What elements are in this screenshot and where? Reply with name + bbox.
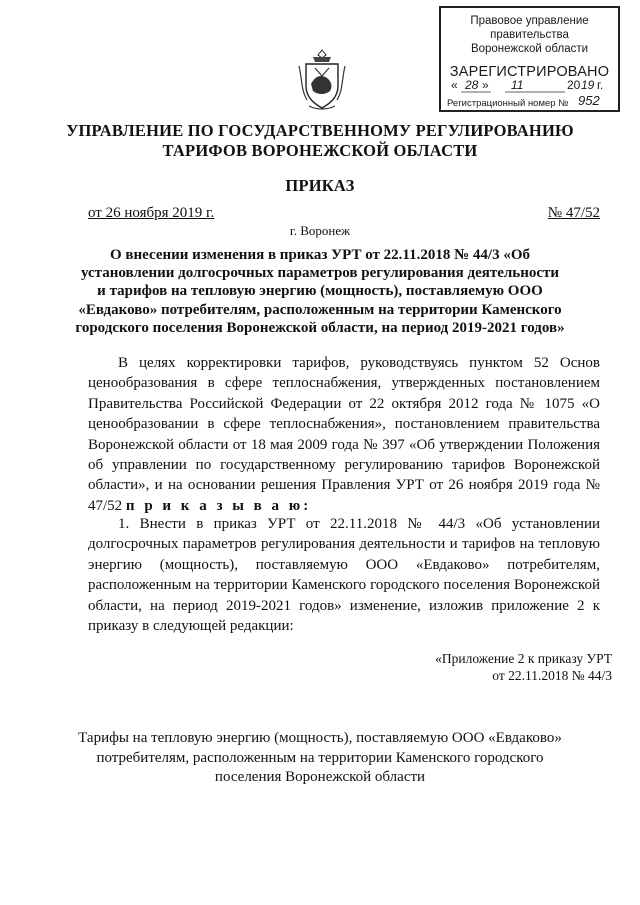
stamp-number-row [447, 93, 617, 109]
doc-city: г. Воронеж [289, 223, 351, 238]
stamp-date-year: 19 [581, 78, 595, 92]
preamble-text: В целях корректировки тарифов, руководствуясь пунктом 52 Основ ценообразования в сфере теплоснабжения, утвержденных постановлением Правительства Российской Федерации от 22 октября 2012 года № 1075 «О ценообразовании в сфере теплоснабжения», постановлением правительства Воронежской области от 18 мая 2009 года № 397 «Об утверждении Положения об управлении по государственному регулированию тарифов Воронежской области», и на основании решения Правления УРТ от 26 ноября 2019 года № 47/52 [88, 355, 600, 514]
stamp-quote-close: » [482, 78, 489, 92]
subject-line2: установлении долгосрочных параметров регулирования деятельности [80, 265, 560, 281]
appendix-reference [435, 650, 612, 684]
stamp-number-value: 952 [578, 93, 600, 108]
org-name-line1: УПРАВЛЕНИЕ ПО ГОСУДАРСТВЕННОМУ РЕГУЛИРОВАНИЮ [66, 121, 574, 140]
tariff-title [60, 729, 580, 788]
stamp-date-year-prefix: 20 [567, 78, 581, 92]
item-1-paragraph: 1. Внести в приказ УРТ от 22.11.2018 № 44/3 «Об установлении долгосрочных параметров регулирования деятельности и тарифов на тепловую энергию (мощность), поставляемую ООО «Евдаково» потребителям, расположенным на территории Каменского городского поселения Воронежской области, на период 2019-2021 годов» изменение, изложив приложение 2 к приказу в следующей редакции: [88, 516, 600, 635]
subject-line1: О внесении изменения в приказ УРТ от 22.11.2018 № 44/3 «Об [110, 247, 530, 263]
registration-stamp [439, 6, 620, 112]
stamp-quote-open: « [451, 78, 458, 92]
stamp-org-line1: Правовое управление правительства [470, 15, 589, 41]
tariff-title-line1: Тарифы на тепловую энергию (мощность), поставляемую ООО «Евдаково» [78, 730, 562, 746]
doc-type: ПРИКАЗ [285, 176, 355, 195]
appendix-line1: «Приложение 2 к приказу УРТ [435, 651, 612, 666]
stamp-year-suffix: г. [597, 78, 604, 92]
doc-date: от 26 ноября 2019 г. [88, 205, 215, 221]
doc-number: № 47/52 [547, 205, 600, 221]
order-word: п р и к а з ы в а ю: [125, 497, 312, 514]
stamp-date-month: 11 [511, 78, 524, 92]
stamp-number-label: Регистрационный номер № [447, 98, 569, 109]
subject-line5: городского поселения Воронежской области, на период 2019-2021 годов» [75, 320, 565, 336]
stamp-org [441, 14, 618, 56]
stamp-date-row [451, 78, 613, 94]
stamp-date-day: 28 [465, 78, 479, 92]
subject-line3: и тарифов на тепловую энергию (мощность), поставляемую ООО [97, 283, 543, 299]
stamp-registered-label: ЗАРЕГИСТРИРОВАНО [449, 64, 610, 80]
appendix-line2: от 22.11.2018 № 44/3 [492, 668, 612, 683]
stamp-org-line2: Воронежской области [470, 43, 589, 55]
tariff-title-line3: поселения Воронежской области [214, 769, 426, 785]
preamble-paragraph [88, 353, 600, 516]
coat-of-arms-icon [297, 48, 347, 112]
subject-line4: «Евдаково» потребителям, расположенным на территории Каменского [78, 302, 562, 318]
tariff-title-line2: потребителям, расположенным на территории Каменского городского [96, 749, 544, 766]
org-name-line2: ТАРИФОВ ВОРОНЕЖСКОЙ ОБЛАСТИ [162, 141, 478, 160]
